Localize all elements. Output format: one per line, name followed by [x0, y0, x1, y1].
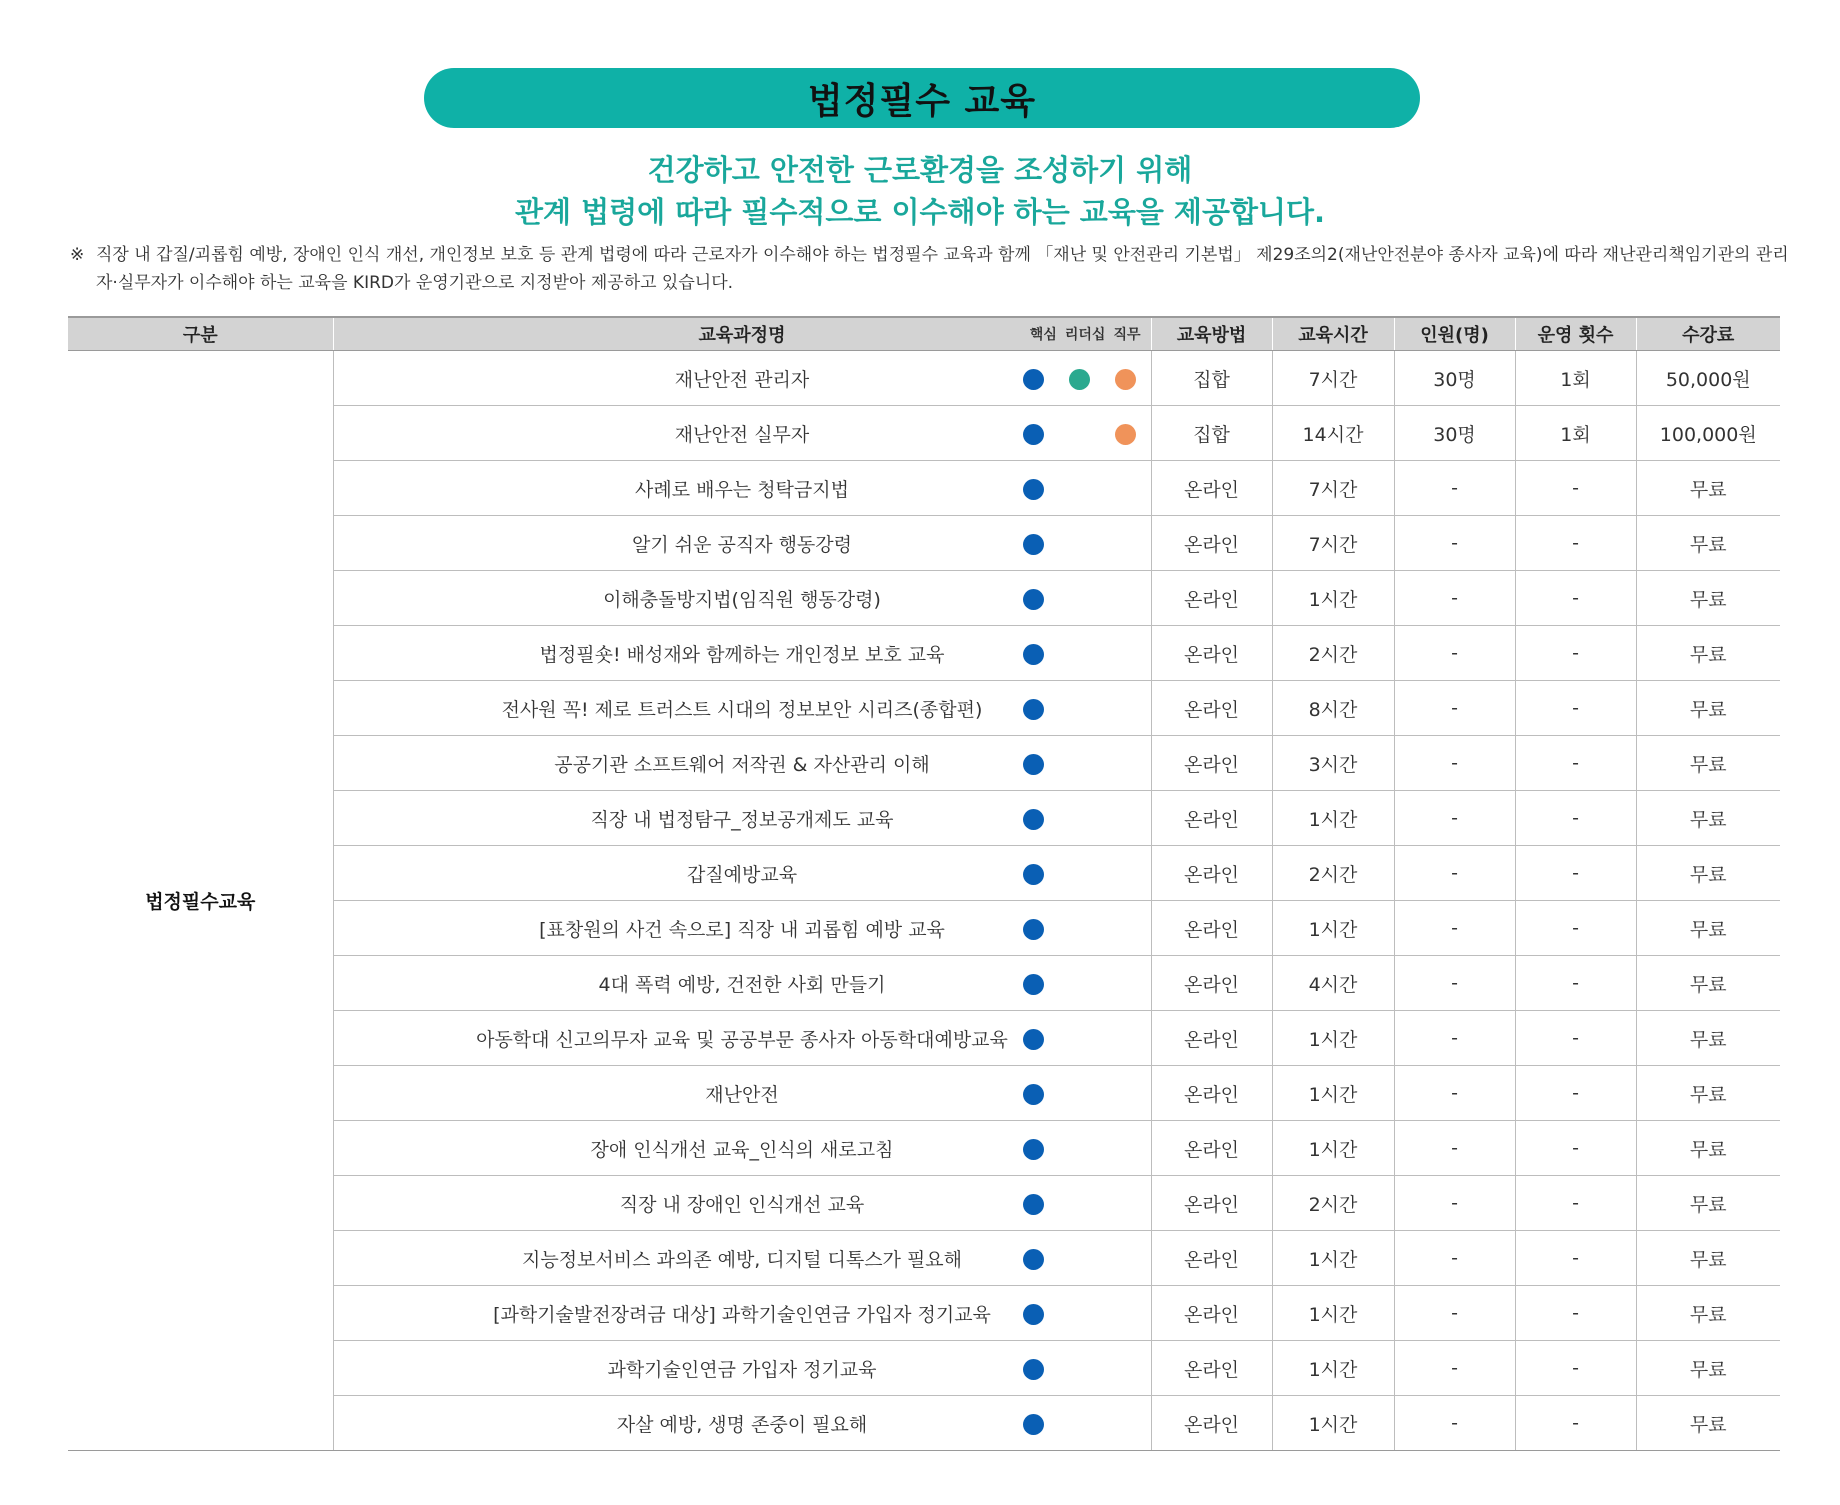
sessions-cell: - — [1515, 1286, 1636, 1341]
core-dot-icon — [1023, 1029, 1044, 1050]
capacity-cell: - — [1394, 736, 1515, 791]
fee-cell: 100,000원 — [1636, 406, 1780, 461]
course-tags — [1021, 1194, 1139, 1216]
core-dot-icon — [1023, 644, 1044, 665]
capacity-cell: - — [1394, 1231, 1515, 1286]
core-dot-icon — [1023, 1414, 1044, 1435]
sessions-cell: - — [1515, 1011, 1636, 1066]
course-tags — [1021, 1029, 1139, 1051]
header-hours: 교육시간 — [1272, 317, 1394, 351]
note-text: 직장 내 갑질/괴롭힘 예방, 장애인 인식 개선, 개인정보 보호 등 관계 법령에 따라 근로자가 이수해야 하는 법정필수 교육과 함께 「재난 및 안전관리 기본법」 제29조의2(재난안전분야 종사자 교육)에 따라 재난관리책임기관의 관리자·실무자가 이수해야 하는 교육을 KIRD가 운영기관으로 지정받아 제공하고 있습니다. — [96, 245, 1789, 293]
capacity-cell: - — [1394, 516, 1515, 571]
fee-cell: 무료 — [1636, 1121, 1780, 1176]
course-name: 알기 쉬운 공직자 행동강령 — [631, 533, 852, 556]
course-cell — [333, 1121, 1151, 1176]
note-mark: ※ — [70, 245, 85, 265]
method-cell: 온라인 — [1151, 1396, 1272, 1451]
sessions-cell: - — [1515, 901, 1636, 956]
course-cell — [333, 1176, 1151, 1231]
fee-cell: 무료 — [1636, 1286, 1780, 1341]
header-capacity: 인원(명) — [1394, 317, 1515, 351]
core-dot-icon — [1023, 1249, 1044, 1270]
course-cell — [333, 1011, 1151, 1066]
course-cell — [333, 1231, 1151, 1286]
course-tags — [1021, 424, 1139, 446]
method-cell: 집합 — [1151, 406, 1272, 461]
capacity-cell: - — [1394, 1011, 1515, 1066]
method-cell: 온라인 — [1151, 1066, 1272, 1121]
course-name: 직장 내 법정탐구_정보공개제도 교육 — [590, 808, 894, 831]
course-cell — [333, 406, 1151, 461]
course-cell — [333, 461, 1151, 516]
sessions-cell: - — [1515, 461, 1636, 516]
hours-cell: 1시간 — [1272, 1121, 1394, 1176]
course-name: 아동학대 신고의무자 교육 및 공공부문 종사자 아동학대예방교육 — [476, 1028, 1008, 1051]
core-dot-icon — [1023, 479, 1044, 500]
fee-cell: 무료 — [1636, 571, 1780, 626]
hours-cell: 1시간 — [1272, 901, 1394, 956]
hours-cell: 7시간 — [1272, 461, 1394, 516]
course-name: 장애 인식개선 교육_인식의 새로고침 — [590, 1138, 894, 1161]
course-cell — [333, 1066, 1151, 1121]
course-name: 재난안전 관리자 — [674, 368, 810, 391]
capacity-cell: - — [1394, 626, 1515, 681]
hours-cell: 1시간 — [1272, 1011, 1394, 1066]
sessions-cell: - — [1515, 626, 1636, 681]
course-tags — [1021, 1249, 1139, 1271]
method-cell: 온라인 — [1151, 516, 1272, 571]
hours-cell: 1시간 — [1272, 571, 1394, 626]
core-dot-icon — [1023, 809, 1044, 830]
course-cell — [333, 901, 1151, 956]
course-cell — [333, 791, 1151, 846]
table-body — [68, 351, 1780, 1451]
course-tags — [1021, 919, 1139, 941]
course-name: 갑질예방교육 — [686, 863, 798, 886]
sessions-cell: - — [1515, 1121, 1636, 1176]
method-cell: 온라인 — [1151, 1231, 1272, 1286]
hours-cell: 7시간 — [1272, 351, 1394, 406]
capacity-cell: - — [1394, 791, 1515, 846]
core-dot-icon — [1023, 534, 1044, 555]
subtitle-line-2: 관계 법령에 따라 필수적으로 이수해야 하는 교육을 제공합니다. — [514, 195, 1326, 229]
course-tags — [1021, 1304, 1139, 1326]
course-tags — [1021, 1084, 1139, 1106]
fee-cell: 무료 — [1636, 1011, 1780, 1066]
tag-leadership: 리더십 — [1064, 327, 1106, 343]
capacity-cell: 30명 — [1394, 351, 1515, 406]
job-dot-icon — [1115, 424, 1136, 445]
fee-cell: 50,000원 — [1636, 351, 1780, 406]
course-name: 4대 폭력 예방, 건전한 사회 만들기 — [598, 973, 886, 996]
method-cell: 온라인 — [1151, 681, 1272, 736]
fee-cell: 무료 — [1636, 846, 1780, 901]
header-course-label: 교육과정명 — [698, 325, 786, 346]
fee-cell: 무료 — [1636, 516, 1780, 571]
capacity-cell: - — [1394, 461, 1515, 516]
category-tags — [1030, 318, 1141, 350]
header-method: 교육방법 — [1151, 317, 1272, 351]
job-dot-icon — [1115, 369, 1136, 390]
hours-cell: 1시간 — [1272, 1341, 1394, 1396]
fee-cell: 무료 — [1636, 1176, 1780, 1231]
hours-cell: 1시간 — [1272, 1396, 1394, 1451]
course-name: 전사원 꼭! 제로 트러스트 시대의 정보보안 시리즈(종합편) — [501, 698, 983, 721]
hours-cell: 1시간 — [1272, 1286, 1394, 1341]
course-tags — [1021, 699, 1139, 721]
core-dot-icon — [1023, 919, 1044, 940]
sessions-cell: - — [1515, 1231, 1636, 1286]
course-cell — [333, 1396, 1151, 1451]
capacity-cell: - — [1394, 571, 1515, 626]
course-name: 과학기술인연금 가입자 정기교육 — [607, 1358, 877, 1381]
fee-cell: 무료 — [1636, 681, 1780, 736]
hours-cell: 1시간 — [1272, 1231, 1394, 1286]
fee-cell: 무료 — [1636, 626, 1780, 681]
core-dot-icon — [1023, 1084, 1044, 1105]
course-cell — [333, 846, 1151, 901]
sessions-cell: - — [1515, 1176, 1636, 1231]
course-tags — [1021, 479, 1139, 501]
capacity-cell: - — [1394, 1066, 1515, 1121]
method-cell: 온라인 — [1151, 626, 1272, 681]
method-cell: 온라인 — [1151, 461, 1272, 516]
course-cell — [333, 1286, 1151, 1341]
course-tags — [1021, 369, 1139, 391]
fee-cell: 무료 — [1636, 1341, 1780, 1396]
course-cell — [333, 351, 1151, 406]
course-tags — [1021, 864, 1139, 886]
method-cell: 온라인 — [1151, 736, 1272, 791]
sessions-cell: - — [1515, 736, 1636, 791]
page-title: 법정필수 교육 — [807, 80, 1037, 122]
fee-cell: 무료 — [1636, 791, 1780, 846]
fee-cell: 무료 — [1636, 1231, 1780, 1286]
core-dot-icon — [1023, 974, 1044, 995]
method-cell: 온라인 — [1151, 791, 1272, 846]
method-cell: 집합 — [1151, 351, 1272, 406]
course-cell — [333, 681, 1151, 736]
method-cell: 온라인 — [1151, 571, 1272, 626]
course-tags — [1021, 974, 1139, 996]
fee-cell: 무료 — [1636, 1066, 1780, 1121]
course-cell — [333, 516, 1151, 571]
core-dot-icon — [1023, 699, 1044, 720]
course-tags — [1021, 1359, 1139, 1381]
hours-cell: 7시간 — [1272, 516, 1394, 571]
sessions-cell: - — [1515, 846, 1636, 901]
method-cell: 온라인 — [1151, 846, 1272, 901]
capacity-cell: - — [1394, 1176, 1515, 1231]
fee-cell: 무료 — [1636, 736, 1780, 791]
notice — [70, 241, 1790, 297]
sessions-cell: - — [1515, 1341, 1636, 1396]
course-tags — [1021, 754, 1139, 776]
sessions-cell: 1회 — [1515, 351, 1636, 406]
course-table — [68, 316, 1780, 1451]
hours-cell: 14시간 — [1272, 406, 1394, 461]
title-banner — [424, 68, 1420, 128]
core-dot-icon — [1023, 1359, 1044, 1380]
hours-cell: 1시간 — [1272, 791, 1394, 846]
core-dot-icon — [1023, 1139, 1044, 1160]
fee-cell: 무료 — [1636, 956, 1780, 1011]
fee-cell: 무료 — [1636, 1396, 1780, 1451]
course-name: 지능정보서비스 과의존 예방, 디지털 디톡스가 필요해 — [521, 1248, 963, 1271]
header-course — [333, 317, 1151, 351]
method-cell: 온라인 — [1151, 1286, 1272, 1341]
capacity-cell: - — [1394, 681, 1515, 736]
core-dot-icon — [1023, 424, 1044, 445]
sessions-cell: - — [1515, 571, 1636, 626]
sessions-cell: - — [1515, 791, 1636, 846]
hours-cell: 1시간 — [1272, 1066, 1394, 1121]
course-name: [과학기술발전장려금 대상] 과학기술인연금 가입자 정기교육 — [493, 1303, 991, 1326]
capacity-cell: - — [1394, 1121, 1515, 1176]
fee-cell: 무료 — [1636, 901, 1780, 956]
method-cell: 온라인 — [1151, 1176, 1272, 1231]
course-name: 공공기관 소프트웨어 저작권 & 자산관리 이해 — [554, 753, 930, 776]
hours-cell: 2시간 — [1272, 846, 1394, 901]
header-fee: 수강료 — [1636, 317, 1780, 351]
course-name: 법정필숏! 배성재와 함께하는 개인정보 보호 교육 — [539, 643, 945, 666]
method-cell: 온라인 — [1151, 901, 1272, 956]
core-dot-icon — [1023, 864, 1044, 885]
capacity-cell: - — [1394, 901, 1515, 956]
fee-cell: 무료 — [1636, 461, 1780, 516]
course-tags — [1021, 644, 1139, 666]
capacity-cell: - — [1394, 956, 1515, 1011]
core-dot-icon — [1023, 1304, 1044, 1325]
course-name: 자살 예방, 생명 존중이 필요해 — [616, 1413, 868, 1436]
sessions-cell: - — [1515, 1396, 1636, 1451]
capacity-cell: - — [1394, 1396, 1515, 1451]
method-cell: 온라인 — [1151, 1011, 1272, 1066]
course-cell — [333, 1341, 1151, 1396]
leadership-dot-icon — [1069, 369, 1090, 390]
hours-cell: 2시간 — [1272, 626, 1394, 681]
core-dot-icon — [1023, 1194, 1044, 1215]
capacity-cell: - — [1394, 1286, 1515, 1341]
hours-cell: 2시간 — [1272, 1176, 1394, 1231]
course-tags — [1021, 809, 1139, 831]
core-dot-icon — [1023, 754, 1044, 775]
header-sessions: 운영 횟수 — [1515, 317, 1636, 351]
course-tags — [1021, 534, 1139, 556]
course-cell — [333, 956, 1151, 1011]
course-tags — [1021, 1139, 1139, 1161]
sessions-cell: - — [1515, 516, 1636, 571]
category-cell: 법정필수교육 — [68, 351, 333, 1451]
sessions-cell: - — [1515, 681, 1636, 736]
hours-cell: 3시간 — [1272, 736, 1394, 791]
course-name: 직장 내 장애인 인식개선 교육 — [619, 1193, 865, 1216]
capacity-cell: 30명 — [1394, 406, 1515, 461]
course-tags — [1021, 1414, 1139, 1436]
course-tags — [1021, 589, 1139, 611]
course-name: 이해충돌방지법(임직원 행동강령) — [603, 588, 881, 611]
course-cell — [333, 626, 1151, 681]
course-name: [표창원의 사건 속으로] 직장 내 괴롭힘 예방 교육 — [539, 918, 945, 941]
header-category: 구분 — [68, 317, 333, 351]
tag-core: 핵심 — [1029, 327, 1057, 343]
sessions-cell: - — [1515, 956, 1636, 1011]
course-name: 재난안전 — [705, 1083, 779, 1106]
hours-cell: 4시간 — [1272, 956, 1394, 1011]
table-row — [68, 351, 1780, 406]
capacity-cell: - — [1394, 846, 1515, 901]
method-cell: 온라인 — [1151, 956, 1272, 1011]
core-dot-icon — [1023, 589, 1044, 610]
course-cell — [333, 571, 1151, 626]
sessions-cell: - — [1515, 1066, 1636, 1121]
course-cell — [333, 736, 1151, 791]
sessions-cell: 1회 — [1515, 406, 1636, 461]
core-dot-icon — [1023, 369, 1044, 390]
method-cell: 온라인 — [1151, 1121, 1272, 1176]
course-name: 재난안전 실무자 — [674, 423, 810, 446]
table-header-row — [68, 317, 1780, 351]
capacity-cell: - — [1394, 1341, 1515, 1396]
method-cell: 온라인 — [1151, 1341, 1272, 1396]
tag-job: 직무 — [1113, 327, 1141, 343]
hours-cell: 8시간 — [1272, 681, 1394, 736]
subtitle-line-1: 건강하고 안전한 근로환경을 조성하기 위해 — [647, 153, 1193, 187]
course-name: 사례로 배우는 청탁금지법 — [635, 478, 849, 501]
